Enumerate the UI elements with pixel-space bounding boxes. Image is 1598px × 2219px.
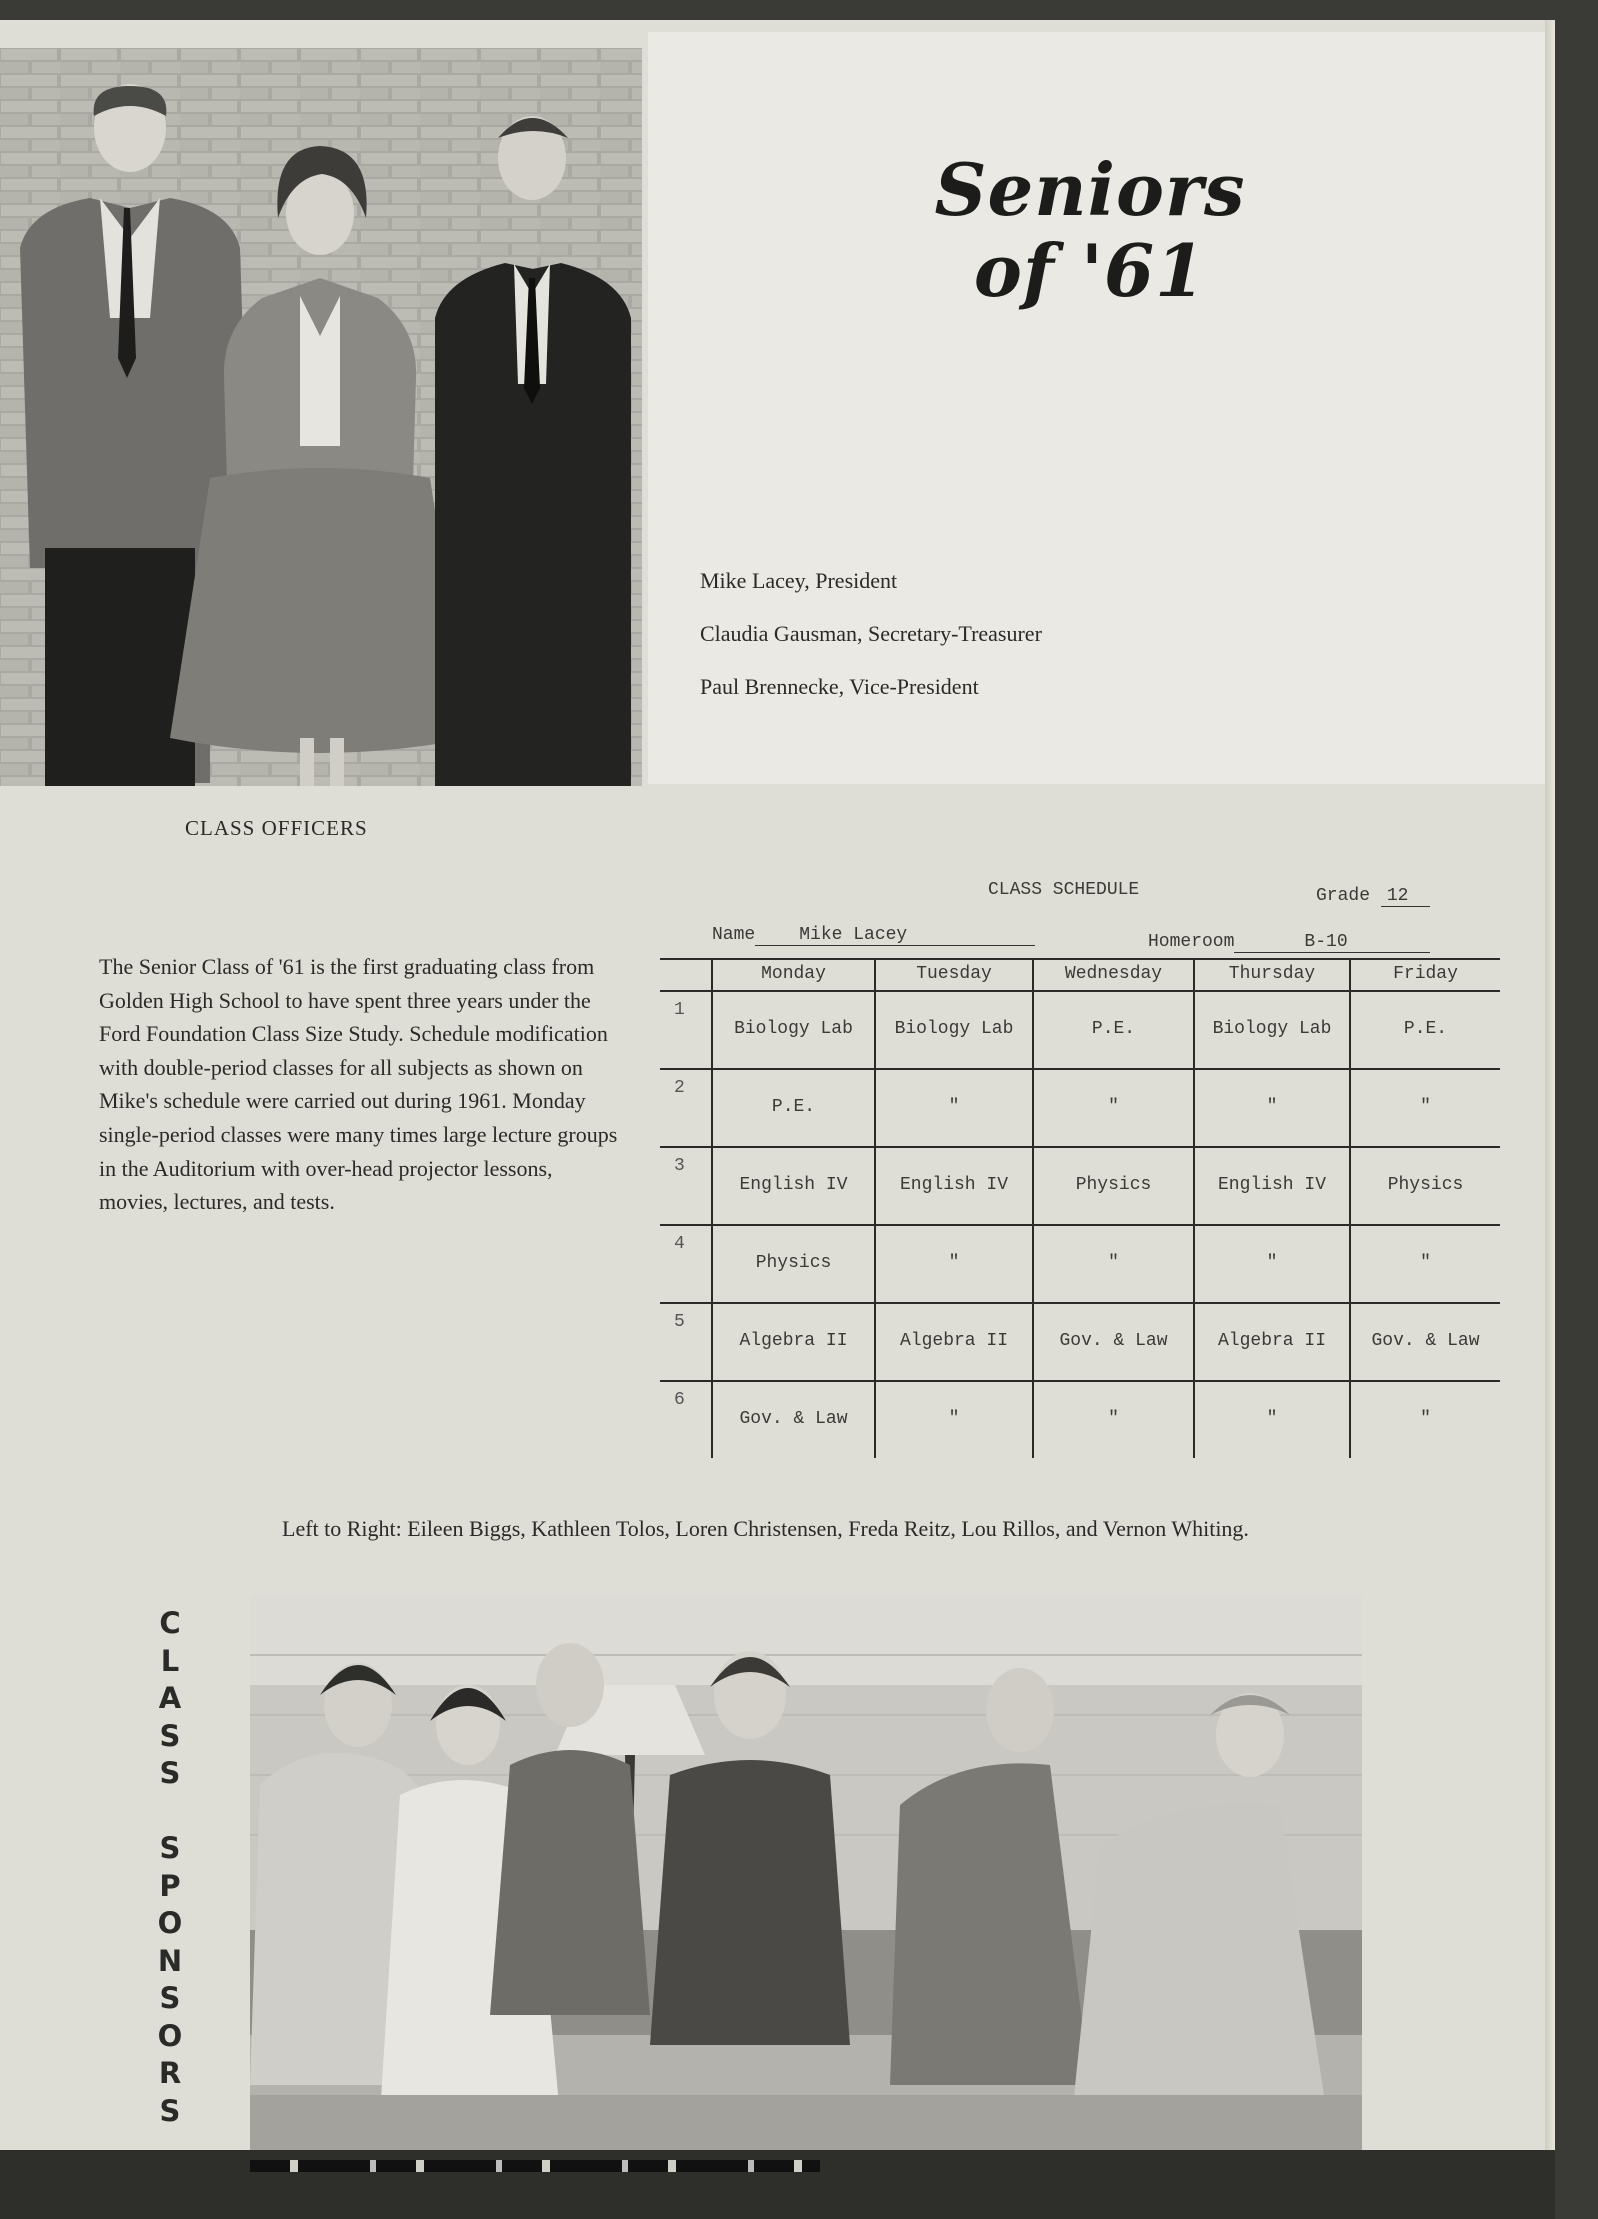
schedule-cell: " bbox=[1350, 1381, 1500, 1458]
schedule-cell: " bbox=[875, 1225, 1033, 1303]
vertical-letter: S bbox=[159, 1981, 181, 2015]
period-header bbox=[660, 959, 712, 991]
schedule-cell: English IV bbox=[875, 1147, 1033, 1225]
schedule-homeroom bbox=[1148, 932, 1430, 953]
schedule-cell: P.E. bbox=[1033, 991, 1194, 1069]
period-number: 1 bbox=[660, 991, 712, 1069]
day-header: Friday bbox=[1350, 959, 1500, 991]
class-sponsors-caption: Left to Right: Eileen Biggs, Kathleen Tolos, Loren Christensen, Freda Reitz, Lou Rillos, and Vernon Whiting. bbox=[282, 1516, 1249, 1541]
officer-secretary-treasurer: Claudia Gausman, Secretary-Treasurer bbox=[700, 621, 1042, 646]
schedule-cell: Gov. & Law bbox=[712, 1381, 875, 1458]
period-number: 4 bbox=[660, 1225, 712, 1303]
bottom-strip bbox=[250, 2160, 820, 2172]
schedule-cell: " bbox=[1194, 1225, 1350, 1303]
senior-class-paragraph: The Senior Class of '61 is the first graduating class from Golden High School to have spent three years under the Ford Foundation Class Size Study. Schedule modification with double-period classes for all subjects as shown on Mike's schedule were carried out during 1961. Monday single-period classes were many times large lecture groups in the Auditorium with over-head projector lessons, movies, lectures, and tests. bbox=[99, 954, 618, 1215]
schedule-row bbox=[660, 1381, 1500, 1458]
day-header: Wednesday bbox=[1033, 959, 1194, 991]
officer-vice-president: Paul Brennecke, Vice-President bbox=[700, 674, 979, 699]
schedule-cell: Algebra II bbox=[712, 1303, 875, 1381]
day-header: Monday bbox=[712, 959, 875, 991]
class-sponsors-vertical-label bbox=[150, 1605, 190, 2130]
schedule-row bbox=[660, 1225, 1500, 1303]
schedule-cell: Physics bbox=[712, 1225, 875, 1303]
class-officers-caption: CLASS OFFICERS bbox=[185, 816, 368, 840]
schedule-cell: P.E. bbox=[1350, 991, 1500, 1069]
schedule-cell: English IV bbox=[712, 1147, 875, 1225]
period-number: 5 bbox=[660, 1303, 712, 1381]
schedule-name bbox=[712, 925, 1035, 946]
schedule-row bbox=[660, 991, 1500, 1069]
period-number: 3 bbox=[660, 1147, 712, 1225]
grade-value: 12 bbox=[1381, 886, 1431, 907]
vertical-letter: S bbox=[159, 1718, 181, 1753]
schedule-cell: " bbox=[1350, 1225, 1500, 1303]
vertical-letter: A bbox=[158, 1681, 182, 1715]
schedule-row bbox=[660, 1069, 1500, 1147]
schedule-row bbox=[660, 1303, 1500, 1381]
vertical-letter: R bbox=[158, 2056, 182, 2090]
vertical-letter: S bbox=[159, 1831, 181, 1865]
schedule-table bbox=[660, 958, 1500, 1458]
period-number: 2 bbox=[660, 1069, 712, 1147]
schedule-cell: " bbox=[1194, 1069, 1350, 1147]
schedule-cell: " bbox=[875, 1381, 1033, 1458]
vertical-letter: P bbox=[159, 1868, 181, 1903]
schedule-header-row bbox=[660, 959, 1500, 991]
page-title bbox=[900, 147, 1280, 313]
vertical-letter: C bbox=[159, 1606, 181, 1640]
schedule-cell: P.E. bbox=[712, 1069, 875, 1147]
day-header: Thursday bbox=[1194, 959, 1350, 991]
day-header: Tuesday bbox=[875, 959, 1033, 991]
schedule-cell: " bbox=[1033, 1381, 1194, 1458]
title-line-2: of '61 bbox=[973, 227, 1207, 313]
schedule-title: CLASS SCHEDULE bbox=[988, 880, 1140, 900]
class-officers-photo bbox=[0, 48, 642, 786]
class-sponsors-photo bbox=[250, 1595, 1362, 2158]
grade-label: Grade bbox=[1316, 886, 1371, 906]
homeroom-label: Homeroom bbox=[1148, 932, 1235, 952]
schedule-cell: Biology Lab bbox=[712, 991, 875, 1069]
name-label: Name bbox=[712, 925, 756, 945]
homeroom-value: B-10 bbox=[1234, 932, 1429, 953]
schedule-grade bbox=[1316, 886, 1430, 906]
schedule-cell: Gov. & Law bbox=[1033, 1303, 1194, 1381]
schedule-cell: Algebra II bbox=[1194, 1303, 1350, 1381]
officer-president: Mike Lacey, President bbox=[700, 568, 898, 593]
vertical-letter: S bbox=[159, 1756, 181, 1790]
schedule-cell: " bbox=[1350, 1069, 1500, 1147]
name-value: Mike Lacey bbox=[755, 925, 1035, 946]
vertical-letter: L bbox=[160, 1643, 180, 1678]
schedule-cell: " bbox=[1194, 1381, 1350, 1458]
schedule-cell: Gov. & Law bbox=[1350, 1303, 1500, 1381]
title-line-1: Seniors bbox=[934, 147, 1246, 232]
schedule-cell: " bbox=[1033, 1225, 1194, 1303]
schedule-row bbox=[660, 1147, 1500, 1225]
period-number: 6 bbox=[674, 1390, 685, 1410]
schedule-cell: Physics bbox=[1033, 1147, 1194, 1225]
schedule-cell: Algebra II bbox=[875, 1303, 1033, 1381]
schedule-cell: " bbox=[875, 1069, 1033, 1147]
schedule-cell: Biology Lab bbox=[875, 991, 1033, 1069]
schedule-cell: English IV bbox=[1194, 1147, 1350, 1225]
vertical-letter: S bbox=[159, 2093, 181, 2128]
page-edge bbox=[1545, 20, 1555, 2200]
vertical-letter bbox=[150, 1793, 190, 1831]
vertical-letter: O bbox=[157, 1906, 183, 1940]
schedule-cell: Biology Lab bbox=[1194, 991, 1350, 1069]
schedule-cell: Physics bbox=[1350, 1147, 1500, 1225]
vertical-letter: O bbox=[157, 2018, 183, 2053]
vertical-letter: N bbox=[157, 1943, 183, 1978]
schedule-cell: " bbox=[1033, 1069, 1194, 1147]
officers-list bbox=[700, 568, 1042, 727]
